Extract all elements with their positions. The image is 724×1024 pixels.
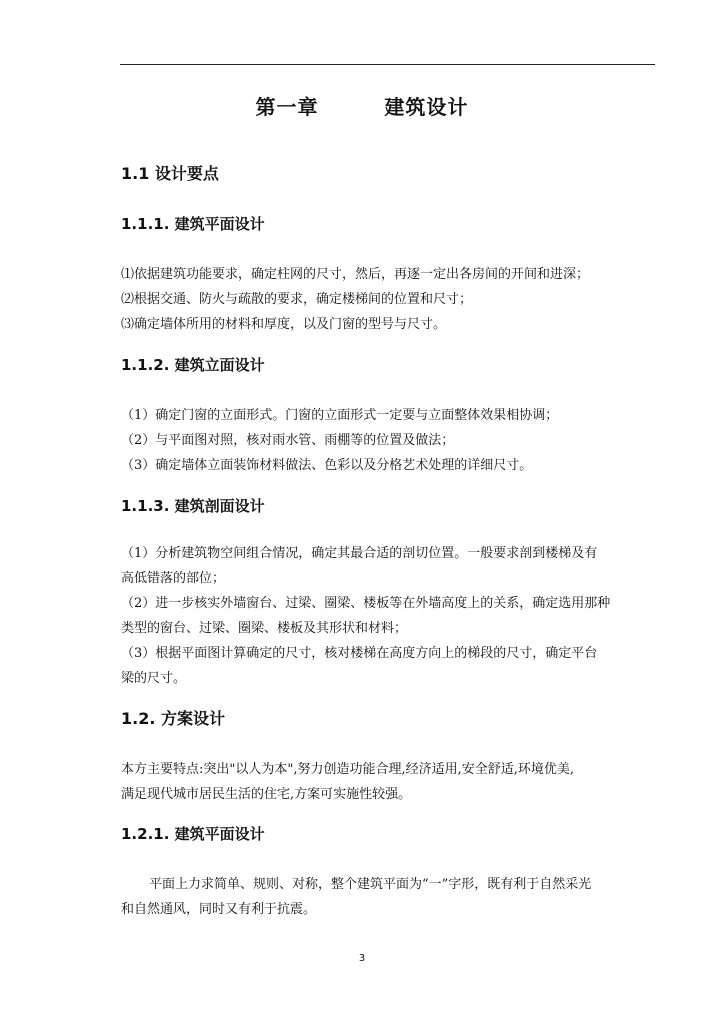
header-rule [120, 64, 655, 65]
paragraph-line: （1）分析建筑物空间组合情况，确定其最合适的剖切位置。一般要求剖到楼梯及有 [121, 546, 598, 561]
paragraph-line: （3）根据平面图计算确定的尺寸，核对楼梯在高度方向上的梯段的尺寸，确定平台 [121, 646, 598, 661]
section-heading-1-1-1: 1.1.1. 建筑平面设计 [121, 215, 265, 233]
paragraph-1-2 [121, 757, 661, 807]
section-heading-1-2-1: 1.2.1. 建筑平面设计 [121, 825, 265, 843]
paragraph-line: ⑵根据交通、防火与疏散的要求，确定楼梯间的位置和尺寸； [121, 292, 473, 307]
paragraph-line: 本方主要特点:突出"以人为本",努力创造功能合理,经济适用,安全舒适,环境优美, [121, 762, 575, 777]
chapter-title: 第一章 建筑设计 [255, 95, 469, 119]
paragraph-line: ⑶确定墙体所用的材料和厚度，以及门窗的型号与尺寸。 [121, 317, 447, 332]
paragraph-line: 平面上力求简单、规则、对称，整个建筑平面为“一”字形，既有利于自然采光 [149, 877, 592, 892]
paragraph-line: 和自然通风，同时又有利于抗震。 [121, 902, 317, 917]
section-heading-1-1: 1.1 设计要点 [121, 164, 219, 183]
paragraph-line: （3）确定墙体立面装饰材料做法、色彩以及分格艺术处理的详细尺寸。 [121, 458, 533, 473]
paragraph-line: ⑴依据建筑功能要求，确定柱网的尺寸，然后，再逐一定出各房间的开间和进深； [121, 267, 590, 282]
section-heading-1-1-3: 1.1.3. 建筑剖面设计 [121, 497, 265, 515]
paragraph-line: （2）进一步核实外墙窗台、过梁、圈梁、楼板等在外墙高度上的关系，确定选用那种 [121, 596, 611, 611]
paragraph-line: 高低错落的部位； [121, 571, 226, 586]
paragraph-line: 梁的尺寸。 [121, 671, 187, 686]
paragraph-1-1-3 [121, 541, 661, 691]
page-number: 3 [358, 953, 366, 964]
paragraph-line: 类型的窗台、过梁、圈梁、楼板及其形状和材料； [121, 621, 408, 636]
paragraph-1-2-1 [121, 872, 661, 922]
paragraph-line: （1）确定门窗的立面形式。门窗的立面形式一定要与立面整体效果相协调； [121, 408, 559, 423]
paragraph-line: 满足现代城市居民生活的住宅,方案可实施性较强。 [121, 787, 412, 802]
paragraph-1-1-2 [121, 403, 661, 478]
paragraph-1-1-1 [121, 262, 661, 337]
section-heading-1-2: 1.2. 方案设计 [121, 709, 225, 728]
paragraph-line: （2）与平面图对照，核对雨水管、雨棚等的位置及做法； [121, 433, 455, 448]
section-heading-1-1-2: 1.1.2. 建筑立面设计 [121, 356, 265, 374]
